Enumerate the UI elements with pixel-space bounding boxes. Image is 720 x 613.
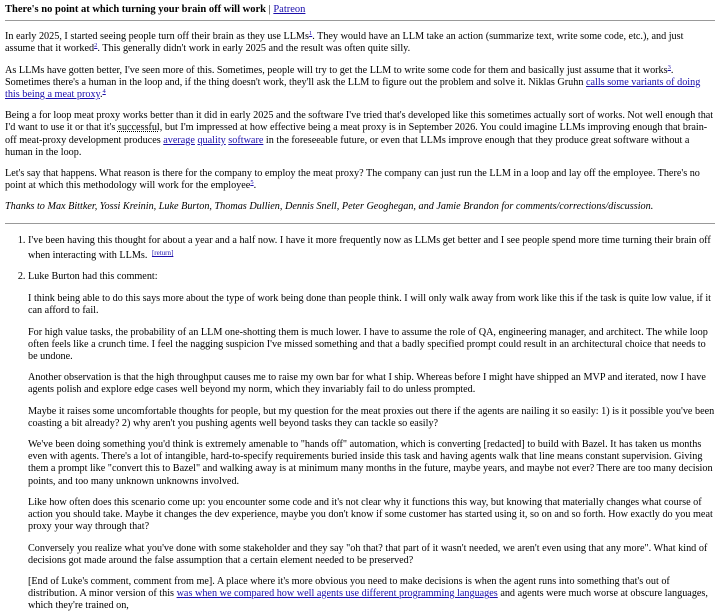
comment-paragraph: For high value tasks, the probability of an LLM one-shotting them is much lower. I have to assume the role of QA, engineering manager, and architect. The while loop often feels like a crunch time. I feel the nagging suspicion I've missed something and that a badly specified prompt could result in an architectural choice that needs to be undone. <box>28 326 708 363</box>
footnotes-divider <box>5 223 715 224</box>
paragraph-4: Let's say that happens. What reason is there for the company to employ the meat proxy? The company can just run the LLM in a loop and lay off the employee. There's no point at which this methodology will work for the employee$^5$. <box>5 168 700 192</box>
meat-proxy-link[interactable]: calls some variants of doing this being a meat proxy <box>5 76 701 101</box>
page-title: There's no point at which turning your brain off will work <box>5 4 266 15</box>
patreon-link[interactable]: Patreon <box>273 4 306 15</box>
quality-link[interactable]: quality <box>197 134 226 146</box>
footnote-ref-3[interactable]: 3 <box>667 63 671 71</box>
footnote-1: 1. I've been having this thought for about a year and a half now. I have it more frequently now as LLMs get better and I see people spend more time turning their brain off when interacting with LLMs. [return] <box>28 235 715 262</box>
comment-paragraph: I think being able to do this says more about the type of work being done than people think. I will only walk away from work like this if the task is quite low value, if it can afford to fail. <box>28 293 711 317</box>
return-link[interactable]: [return] <box>151 248 174 257</box>
successful-term: successful <box>117 122 160 134</box>
footnote-2-comment <box>28 293 715 612</box>
footnote-ref-4[interactable]: 4 <box>102 88 106 96</box>
average-link[interactable]: average <box>163 134 195 146</box>
footnotes-list <box>5 235 715 613</box>
footnote-2-intro: 2. Luke Burton had this comment: <box>28 271 158 283</box>
paragraph-2: As LLMs have gotten better, I've seen more of this. Sometimes, people will try to get the LLM to write some code for them and basically just assume that it works$^3$. Sometimes there's a human in the loop and, if the thing doesn't work, they'll ask the LLM to figure out the problem and solve it. Niklas Gruhn calls some variants of doing this being a meat proxy.$^4$ <box>5 63 701 101</box>
software-link[interactable]: software <box>228 134 264 146</box>
comment-paragraph: Like how often does this scenario come up: you encounter some code and it's not clear why it functions this way, but knowing that materially changes what course of action you should take. Maybe it changes the dev experience, maybe you don't know if some customer has started using it, so on and so forth. How exactly do you meat proxy your way through that? <box>28 496 713 533</box>
author-comment: [End of Luke's comment, comment from me]. A place where it's more obvious you need to make decisions is when the agent runs into something that's out of distribution. A minor version of this was when we compared how well agents use different programming languages and agents were much worse at obscure languages, which they're trained on, <box>28 575 708 612</box>
language-comparison-link[interactable]: was when we compared how well agents use different programming languages <box>176 588 498 600</box>
comment-paragraph: Another observation is that the high throughput causes me to raise my own bar for what I ship. Whereas before I might have shipped an MVP and iterated, now I have agents polish and explore edge cases well beyond my norm, which they invariably fail to do unless prompted. <box>28 372 706 396</box>
comment-paragraph: We've been doing something you'd think is extremely amenable to "hands off" automation, which is converting [redacted] to build with Bazel. It has taken us months even with agents. There's a lot of intangible, hard-to-specify requirements buried inside this task and having agents walk that line means constant supervision. Giving them a prompt like "convert this to Bazel" and walking away is at minimum many months in the future, maybe years, and maybe not ever? There are too many decision points, and too many unknown unknowns involved. <box>28 439 713 487</box>
comment-paragraph: Conversely you realize what you've done with some stakeholder and they say "oh that? that part of it wasn't needed, we aren't even using that any more". What kind of decisions got made around the false assumption that a certain element needed to be preserved? <box>28 542 708 566</box>
footnote-ref-2[interactable]: 2 <box>94 42 98 50</box>
footnote-ref-1[interactable]: 1 <box>308 30 313 38</box>
header-divider <box>5 20 715 21</box>
footnote-2 <box>28 271 715 612</box>
paragraph-3: Being a for loop meat proxy works better than it did in early 2025 and the software I've tried that's developed like this sometimes actually sort of works. Not well enough that I'd want to use it or that it's successful, but I'm impressed at how effective being a meat proxy is in September 2026. You could imagine LLMs improving enough that brain-off meat-proxy development produces average quality software in the foreseeable future, or even that LLMs improve enough that they produce great software without a human in the loop. <box>5 110 714 158</box>
header-separator: | <box>268 4 271 15</box>
comment-paragraph: Maybe it raises some uncomfortable thoughts for people, but my question for the meat proxies out there if the agents are nailing it so easily: 1) is it possible you've been coasting a bit already? 2) why aren't you pushing agents well beyond tasks they can tackle so easily? <box>28 405 715 429</box>
page-header <box>5 4 715 16</box>
acknowledgements: Thanks to Max Bittker, Yossi Kreinin, Luke Burton, Thomas Dullien, Dennis Snell, Peter Geoghegan, and Jamie Brandon for comments/corrections/discussion. <box>5 201 654 213</box>
paragraph-1: In early 2025, I started seeing people turn off their brain as they use LLMs$^1$. They would have an LLM take an action (summarize text, write some code, etc.), and just assume that it worked$^2$. This generally didn't work in early 2025 and the result was often quite silly. <box>5 30 684 55</box>
footnote-ref-5[interactable]: 5 <box>250 179 254 187</box>
